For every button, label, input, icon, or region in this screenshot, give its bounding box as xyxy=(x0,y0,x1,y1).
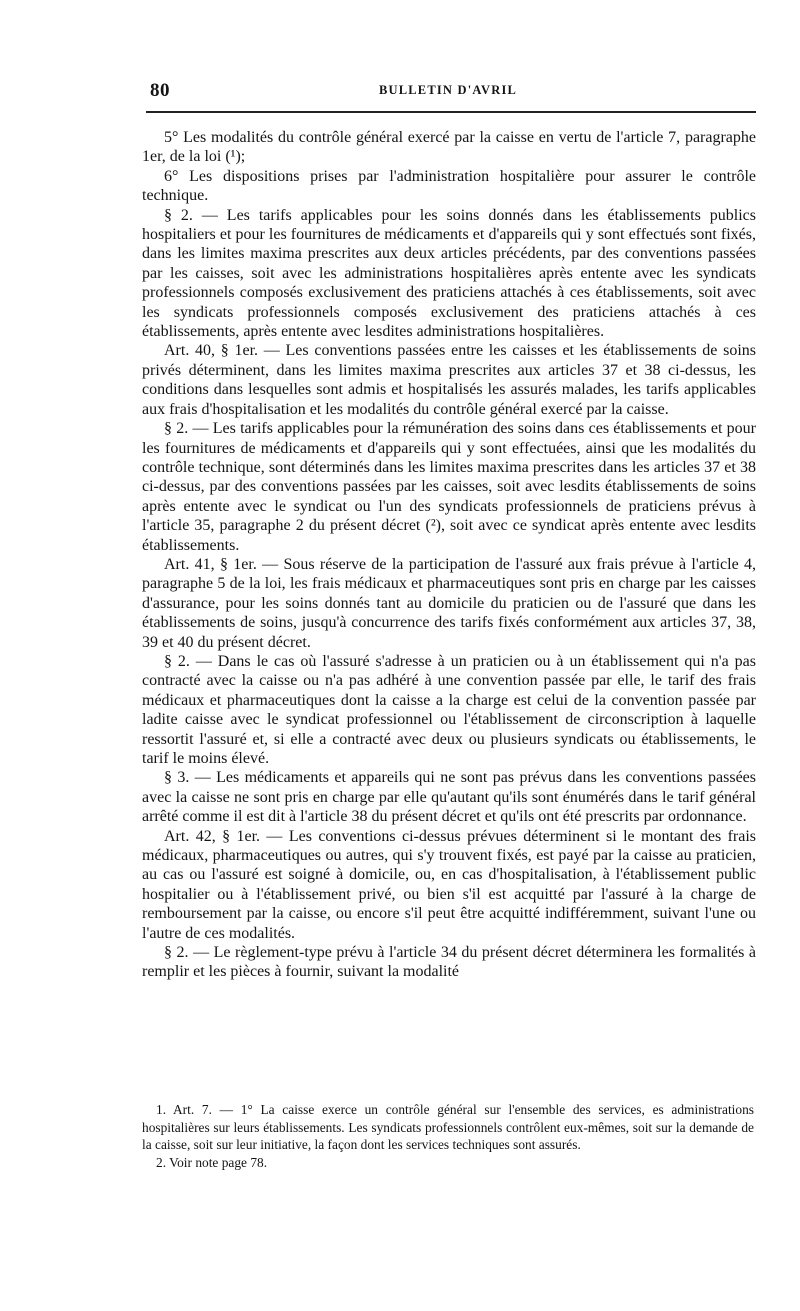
footnotes xyxy=(142,1101,754,1171)
paragraph: § 2. — Dans le cas où l'assuré s'adresse à un praticien ou à un établissement qui n'a pas contracté avec la caisse ou n'a pas adhéré à une convention passée par elle, le tarif des frais médicaux et pharmaceutiques dont la caisse a la charge est celui de la convention passée par ladite caisse avec le syndicat professionnel ou l'établissement de circonscription à laquelle ressortit l'assuré et, si elle a contracté avec deux ou plusieurs syndicats ou établissements, le tarif le moins élevé. xyxy=(142,652,756,767)
paragraph: § 2. — Les tarifs applicables pour les soins donnés dans les établissements publics hospitaliers et pour les fournitures de médicaments et d'appareils qui y sont effectués sont fixés, dans les limites maxima prescrites aux deux articles précédents, par des conventions passées par les caisses, soit avec les administrations hospitalières après entente avec les syndicats professionnels composés exclusivement des praticiens attachés à ces établissements, soit avec les syndicats professionnels composés exclusivement des praticiens attachés à ces établissements, après entente avec lesdites administrations hospitalières. xyxy=(142,206,756,341)
body-text xyxy=(142,128,756,982)
page-header xyxy=(142,80,754,106)
paragraph: § 3. — Les médicaments et appareils qui ne sont pas prévus dans les conventions passées avec la caisse ne sont pris en charge par elle qu'autant qu'ils sont énumérés dans le tarif général arrêté comme il est dit à l'article 38 du présent décret et qu'ils ont été prescrits par ordonnance. xyxy=(142,769,756,826)
paragraph: Art. 40, § 1er. — Les conventions passées entre les caisses et les établissements de soins privés déterminent, dans les limites maxima prescrites aux articles 37 et 38 ci-dessus, les conditions dans lesquelles sont admis et hospitalisés les assurés malades, les tarifs applicables aux frais d'hospitalisation et les modalités du contrôle général exercé par la caisse. xyxy=(142,342,756,418)
running-title: BULLETIN D'AVRIL xyxy=(378,83,518,97)
paragraph: § 2. — Le règlement-type prévu à l'article 34 du présent décret déterminera les formalités à remplir et les pièces à fournir, suivant la modalité xyxy=(142,944,756,981)
paragraph: 5° Les modalités du contrôle général exercé par la caisse en vertu de l'article 7, paragraphe 1er, de la loi (¹); xyxy=(142,129,756,166)
header-rule xyxy=(146,111,756,113)
paragraph: Art. 42, § 1er. — Les conventions ci-dessus prévues déterminent si le montant des frais médicaux, pharmaceutiques ou autres, qui s'y trouvent fixés, est payé par la caisse au praticien, au cas ou l'assuré est soigné à domicile, ou, en cas d'hospitalisation, à l'établissement public hospitalier ou à l'établissement privé, ou bien s'il est acquitté par l'assuré à la charge de remboursement par la caisse, ou encore s'il peut être acquitté indifféremment, suivant l'une ou l'autre de ces modalités. xyxy=(142,827,756,942)
footnote: 1. Art. 7. — 1° La caisse exerce un contrôle général sur l'ensemble des services, es administrations hospitalières sur leurs établissements. Les syndicats professionnels contrôlent eux-mêmes, soit sur la demande de la caisse, soit sur leur initiative, la façon dont les services techniques sont assurés. xyxy=(142,1102,754,1153)
paragraph: Art. 41, § 1er. — Sous réserve de la participation de l'assuré aux frais prévue à l'article 4, paragraphe 5 de la loi, les frais médicaux et pharmaceutiques sont pris en charge par les caisses d'assurance, pour les soins donnés tant au domicile du praticien ou de l'assuré que dans les établissements de soins, jusqu'à concurrence des tarifs fixés conformément aux articles 37, 38, 39 et 40 du présent décret. xyxy=(142,555,756,651)
footnote: 2. Voir note page 78. xyxy=(156,1154,268,1170)
paragraph: 6° Les dispositions prises par l'administration hospitalière pour assurer le contrôle technique. xyxy=(142,167,756,205)
page-number: 80 xyxy=(150,80,170,101)
paragraph: § 2. — Les tarifs applicables pour la rémunération des soins dans ces établissements et pour les fournitures de médicaments et d'appareils qui y sont effectuées, ainsi que les modalités du contrôle technique, sont déterminés dans les limites maxima prescrites dans les articles 37 et 38 ci-dessus, par des conventions passées par les caisses, soit avec lesdits établissements de soins après entente avec le syndicat ou l'un des syndicats professionnels de praticiens prévus à l'article 35, paragraphe 2 du présent décret (²), soit avec ce syndicat après entente avec lesdits établissements. xyxy=(142,420,756,554)
